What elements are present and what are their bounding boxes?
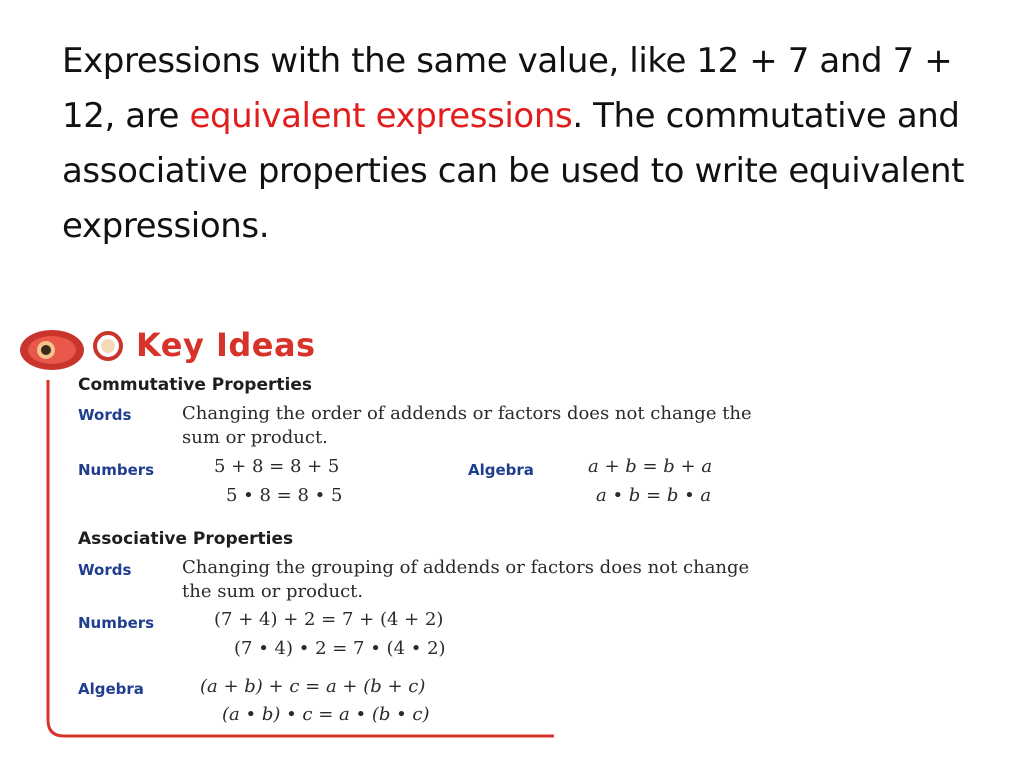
associative-words-line1: Changing the grouping of addends or factors does not change [182, 557, 750, 578]
associative-numbers-line2: (7 • 4) • 2 = 7 • (4 • 2) [234, 638, 446, 659]
key-ideas-title: Key Ideas [136, 326, 316, 364]
intro-paragraph [62, 34, 972, 254]
commutative-words-line1: Changing the order of addends or factors does not change the [182, 403, 752, 424]
associative-numbers-line1: (7 + 4) + 2 = 7 + (4 + 2) [214, 609, 444, 630]
associative-algebra-label: Algebra [78, 680, 144, 698]
commutative-algebra-line2: a • b = b • a [596, 485, 712, 506]
commutative-words-line2: sum or product. [182, 427, 328, 448]
commutative-algebra-label: Algebra [468, 461, 534, 479]
commutative-numbers-label: Numbers [78, 461, 155, 479]
go-logo [16, 326, 134, 374]
intro-text-part1: Expressions with the same value, like 12 + 7 and 7 + 12, are [62, 41, 953, 136]
associative-algebra-line2: (a • b) • c = a • (b • c) [222, 704, 430, 725]
commutative-numbers-line1: 5 + 8 = 8 + 5 [214, 456, 340, 477]
commutative-algebra-line1: a + b = b + a [588, 456, 713, 477]
commutative-numbers-line2: 5 • 8 = 8 • 5 [226, 485, 343, 506]
commutative-heading: Commutative Properties [78, 375, 312, 395]
intro-highlight-term: equivalent expressions [189, 96, 573, 136]
associative-words-line2: the sum or product. [182, 581, 364, 602]
commutative-words-label: Words [78, 406, 132, 424]
intro-text-part2: . The commutative and associative properties can be used to write equivalent expressions. [62, 96, 965, 246]
associative-heading: Associative Properties [78, 529, 294, 549]
associative-algebra-line1: (a + b) + c = a + (b + c) [200, 676, 426, 697]
associative-words-label: Words [78, 561, 132, 579]
associative-numbers-label: Numbers [78, 614, 155, 632]
